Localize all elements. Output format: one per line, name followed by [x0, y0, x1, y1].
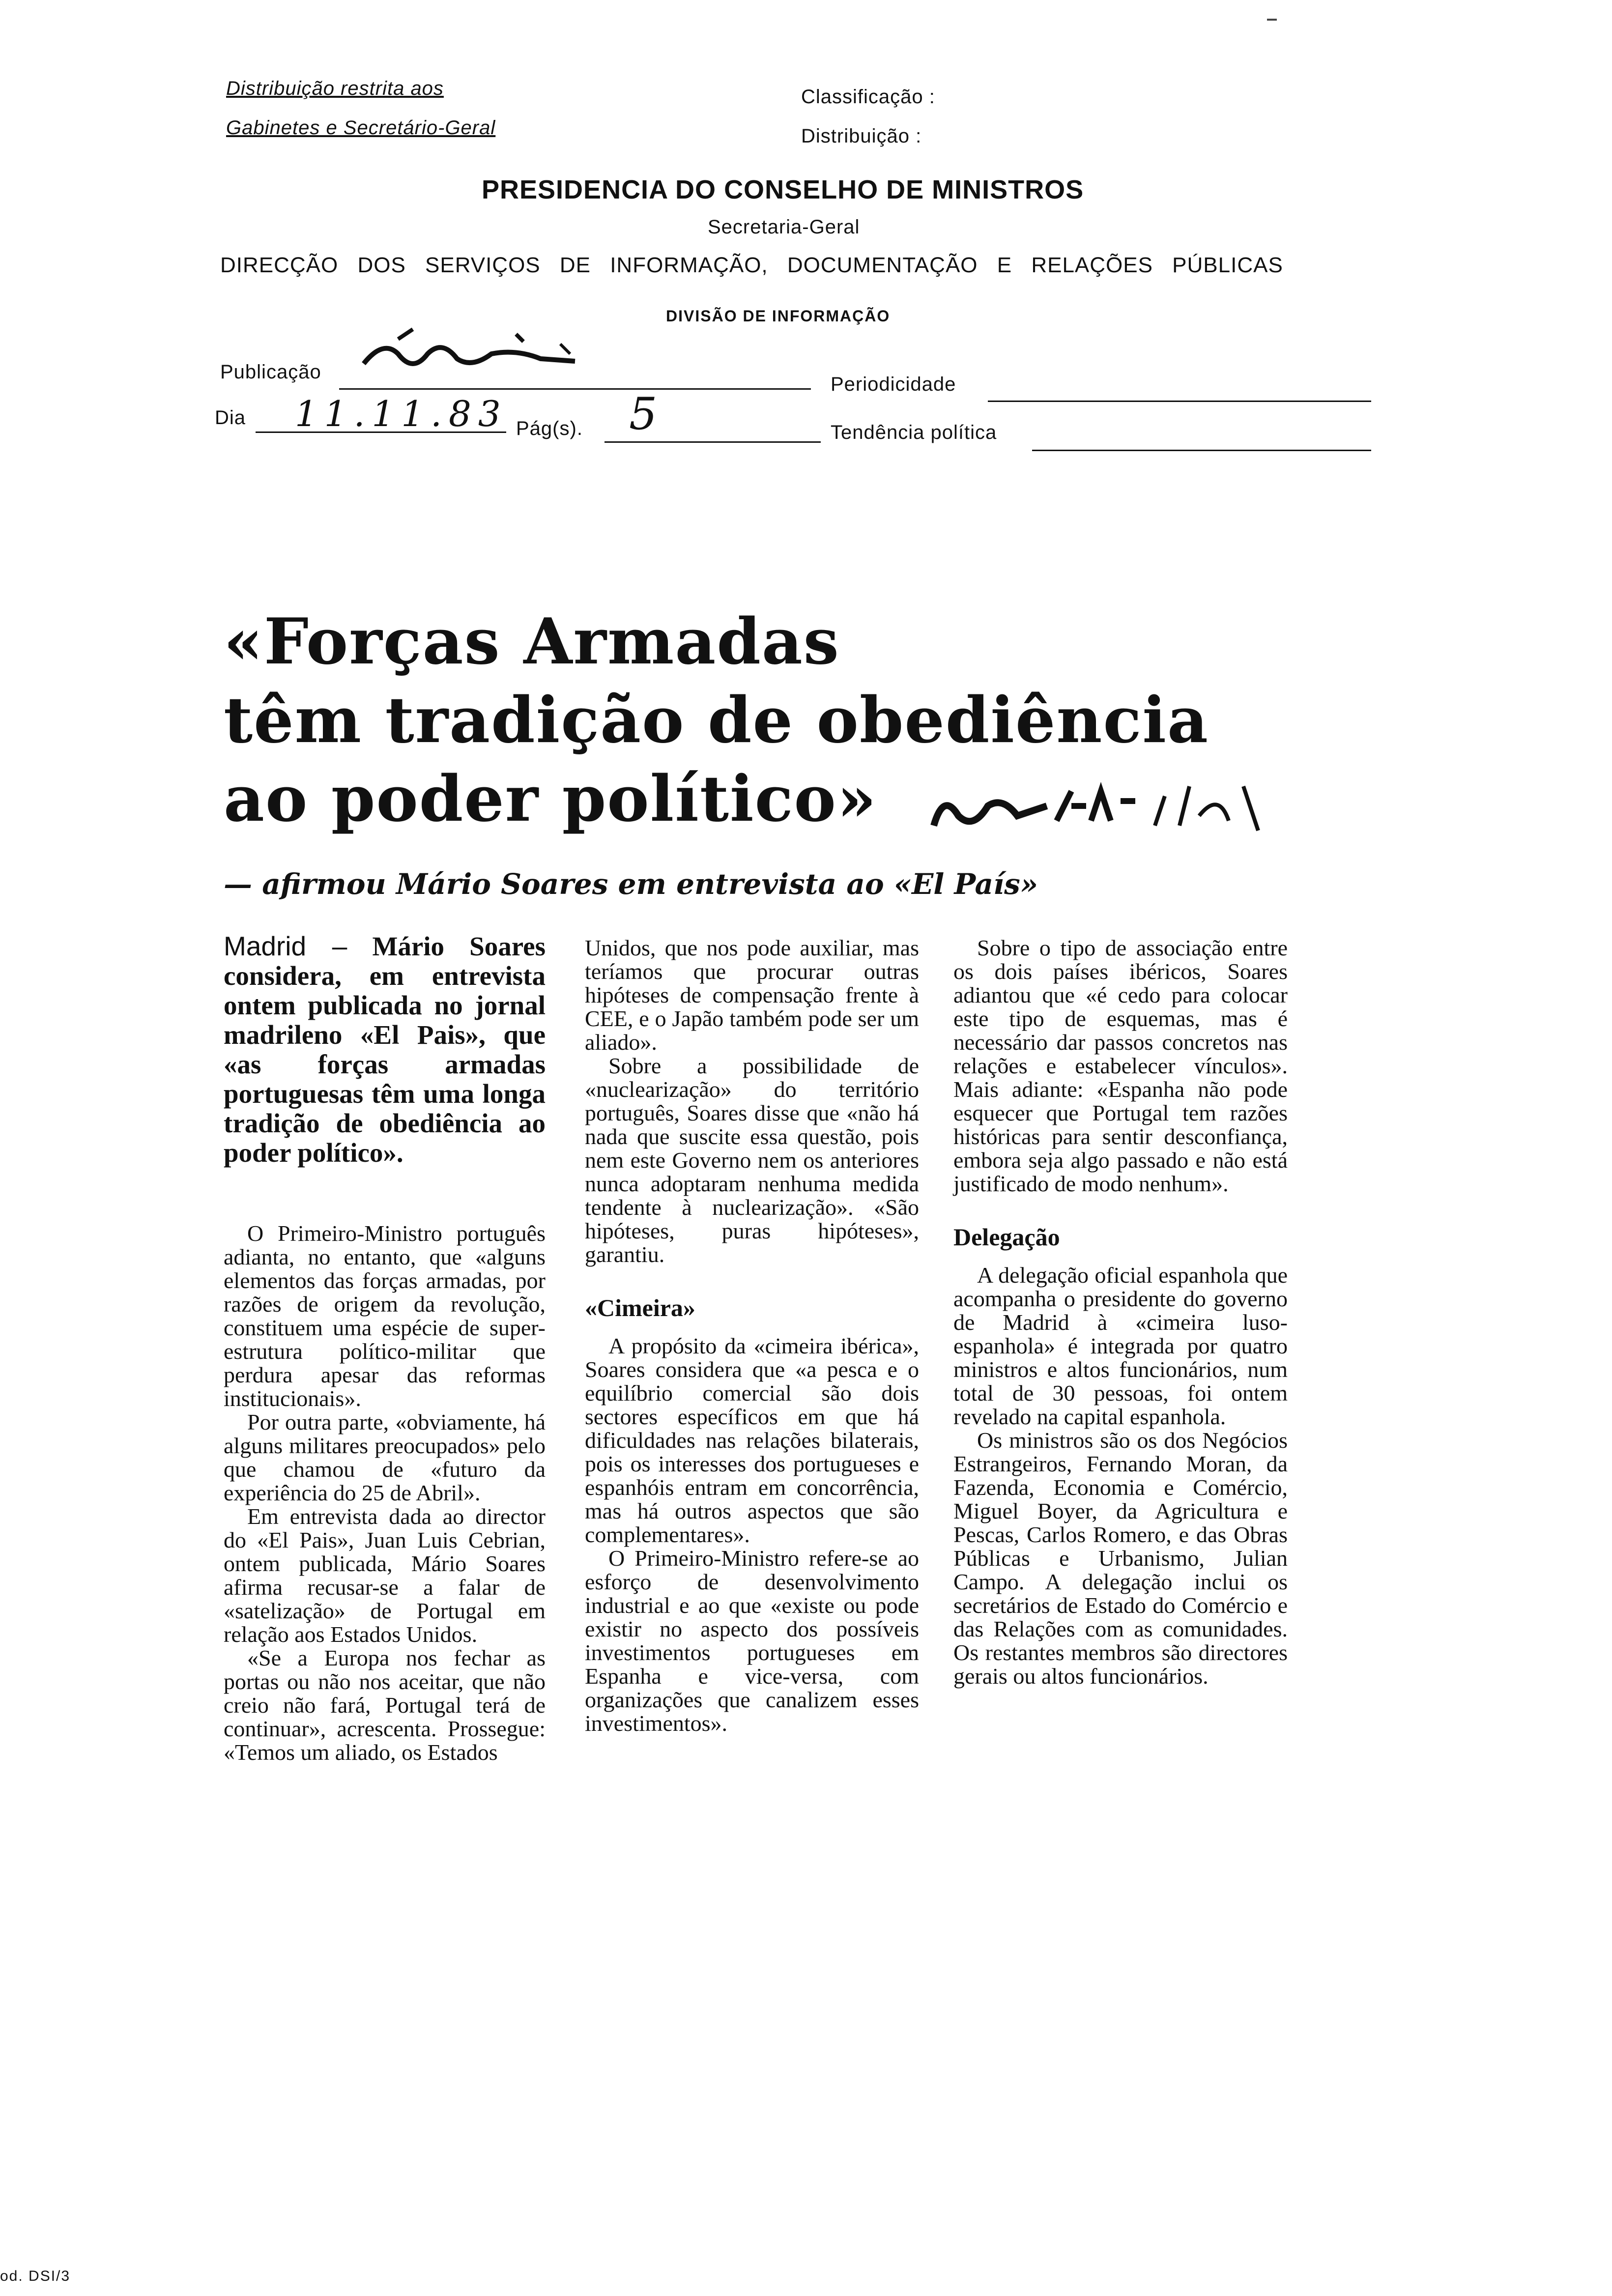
day-value: 11.11.83 [295, 393, 508, 434]
handwritten-publication-signature [354, 319, 590, 388]
day-label: Dia [215, 407, 246, 429]
paragraph: Os ministros são os dos Negócios Estrangeiros, Fernando Moran, da Fazenda, Economia e Comércio, Miguel Boyer, da Agricultura e Pescas, Carlos Romero, e das Obras Públicas e Urbanismo, Julian Campo. A delegação inclui os secretários de Estado do Comércio e das Relações com as comunidades. Os restantes membros são directores gerais ou altos funcionários. [953, 1428, 1288, 1689]
distribution-label: Distribuição : [801, 125, 922, 147]
column-1 [224, 931, 546, 1764]
column-3 [953, 936, 1288, 1688]
restricted-line-2: Gabinetes e Secretário-Geral [226, 117, 496, 139]
paragraph: O Primeiro-Ministro refere-se ao esforço de desenvolvimento industrial e ao que «existe ou pode existir no aspecto dos possíveis investimentos portugueses em Espanha e vice-versa, com organizações que canalizem esses investimentos». [585, 1546, 919, 1736]
column-2 [585, 936, 919, 1735]
form-code: od. DSI/3 [0, 2268, 71, 2284]
headline-line-2: têm tradição de obediência [224, 684, 1209, 757]
classification-label: Classificação : [801, 86, 935, 108]
headline-line-3: ao poder político» [224, 762, 877, 836]
headline-line-1: «Forças Armadas [224, 605, 840, 679]
handwritten-source-annotation [924, 772, 1297, 840]
paragraph: O Primeiro-Ministro português adianta, no entanto, que «alguns elementos das forças armadas, por razões de origem da revolução, constituem uma espécie de super-estrutura político-militar que perdura apesar das reformas institucionais». [224, 1221, 546, 1411]
direction-title: DIRECÇÃO DOS SERVIÇOS DE INFORMAÇÃO, DOCUMENTAÇÃO E RELAÇÕES PÚBLICAS [220, 253, 1283, 277]
paragraph: Por outra parte, «obviamente, há alguns militares preocupados» pelo que chamou de «futuro da experiência do 25 de Abril». [224, 1409, 546, 1505]
pages-line [604, 441, 821, 443]
restricted-line-1: Distribuição restrita aos [226, 78, 444, 99]
presidency-title: PRESIDENCIA DO CONSELHO DE MINISTROS [482, 175, 1084, 204]
secretariat: Secretaria-Geral [708, 216, 860, 238]
pages-value: 5 [629, 388, 658, 440]
paragraph: Sobre a possibilidade de «nuclearização» do território português, Soares disse que «não há nada que suscite essa questão, pois nem este Governo nem os anteriores nunca adoptaram nenhuma medida tendente à nuclearização». «São hipóteses, puras hipóteses», garantiu. [585, 1053, 919, 1267]
division-title: DIVISÃO DE INFORMAÇÃO [666, 307, 891, 325]
tendency-line [1032, 450, 1371, 451]
corner-mark [1267, 19, 1277, 21]
paragraph: Sobre o tipo de associação entre os dois países ibéricos, Soares adiantou que «é cedo para colocar este tipo de esquemas, mas é necessário dar passos concretos nas relações e estabelecer vínculos». Mais adiante: «Espanha não pode esquecer que Portugal tem razões históricas para sentir desconfiança, embora seja algo passado e não está justificado de modo nenhum». [953, 935, 1288, 1196]
publication-label: Publicação [220, 361, 321, 383]
paragraph: A propósito da «cimeira ibérica», Soares considera que «a pesca e o equilíbrio comercial são dois sectores específicos em que há dificuldades nas relações bilaterais, pois os interesses dos portugueses e espanhóis entram em concorrência, mas há outros aspectos que são complementares». [585, 1333, 919, 1547]
subhead-cimeira: «Cimeira» [585, 1294, 695, 1321]
pages-label: Pág(s). [516, 418, 583, 439]
paragraph: A delegação oficial espanhola que acompanha o presidente do governo de Madrid à «cimeira luso-espanhola» é integrada por quatro ministros e altos funcionários, num total de 30 pessoas, foi ontem revelado na capital espanhola. [953, 1263, 1288, 1429]
lead-place: Madrid – [224, 931, 347, 961]
paragraph: Em entrevista dada ao director do «El Pais», Juan Luis Cebrian, ontem publicada, Mário Soares afirma recusar-se a falar de «satelização» de Portugal em relação aos Estados Unidos. [224, 1504, 546, 1647]
subhead-delegacao: Delegação [953, 1223, 1060, 1251]
publication-line [339, 388, 811, 390]
paragraph: «Se a Europa nos fechar as portas ou não nos aceitar, que não creio não fará, Portugal terá de continuar», acrescenta. Prossegue: «Temos um aliado, os Estados [224, 1645, 546, 1765]
periodicity-line [988, 401, 1371, 402]
article-subtitle: — afirmou Mário Soares em entrevista ao «El País» [224, 867, 1038, 901]
periodicity-label: Periodicidade [831, 373, 956, 395]
lead-paragraph [224, 931, 546, 1168]
lead-text: Mário Soares considera, em entrevista ontem publicada no jornal madrileno «El Pais», que «as forças armadas portuguesas têm uma longa tradição de obediência ao poder político». [224, 931, 546, 1168]
tendency-label: Tendência política [831, 422, 997, 443]
paragraph: Unidos, que nos pode auxiliar, mas teríamos que procurar outras hipóteses de compensação frente à CEE, e o Japão também pode ser um aliado». [585, 935, 919, 1055]
day-line [256, 431, 506, 433]
